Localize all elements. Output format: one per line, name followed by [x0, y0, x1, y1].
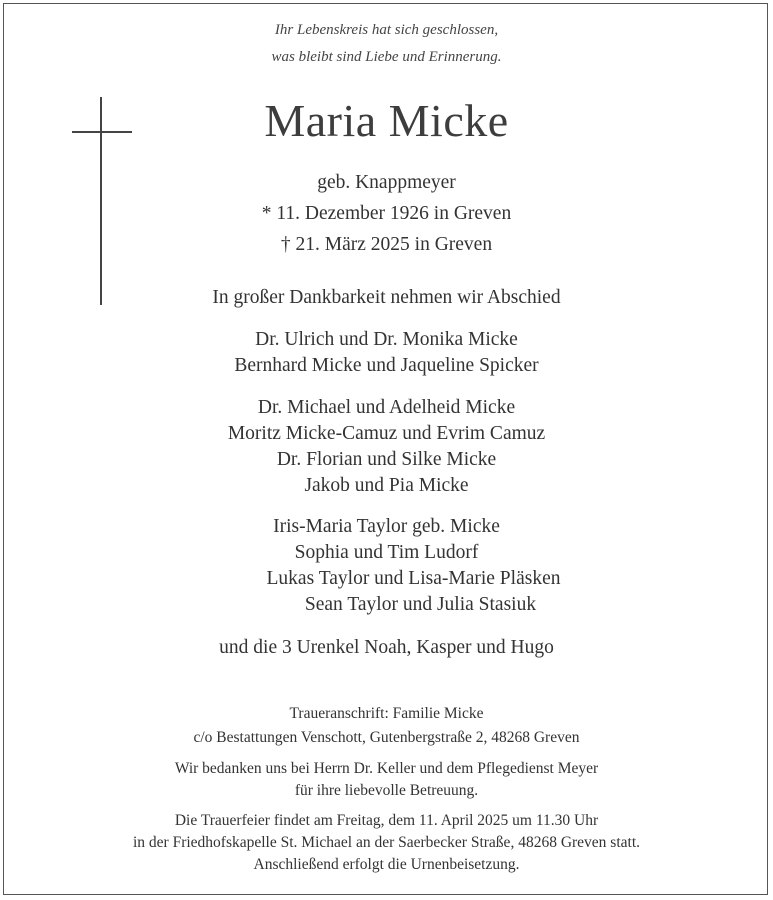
family-member: Iris-Maria Taylor geb. Micke	[273, 516, 500, 537]
family-member: Dr. Ulrich und Dr. Monika Micke	[255, 329, 518, 350]
verse-line-1: Ihr Lebenskreis hat sich geschlossen,	[274, 22, 499, 38]
thanks-line: für ihre liebevolle Betreuung.	[294, 782, 479, 799]
family-member: Sophia und Tim Ludorf	[294, 542, 479, 563]
verse-line-2: was bleibt sind Liebe und Erinnerung.	[271, 49, 502, 65]
farewell-line: In großer Dankbarkeit nehmen wir Abschied	[212, 287, 561, 308]
family-member: Jakob und Pia Micke	[304, 475, 469, 496]
maiden-name: geb. Knappmeyer	[317, 172, 456, 193]
address-line: c/o Bestattungen Venschott, Gutenbergstraße 2, 48268 Greven	[193, 729, 580, 746]
ceremony-line: in der Friedhofskapelle St. Michael an der Saerbecker Straße, 48268 Greven statt.	[132, 834, 641, 851]
thanks-line: Wir bedanken uns bei Herrn Dr. Keller und dem Pflegedienst Meyer	[174, 760, 599, 777]
family-member: Moritz Micke-Camuz und Evrim Camuz	[227, 423, 546, 444]
family-member: Dr. Michael und Adelheid Micke	[257, 397, 516, 418]
family-member: Sean Taylor und Julia Stasiuk	[304, 594, 537, 615]
family-member: Bernhard Micke und Jaqueline Spicker	[234, 355, 539, 376]
great-grandchildren-line: und die 3 Urenkel Noah, Kasper und Hugo	[219, 637, 554, 658]
family-member: Lukas Taylor und Lisa-Marie Pläsken	[266, 568, 561, 589]
ceremony-line: Anschließend erfolgt die Urnenbeisetzung.	[253, 856, 520, 873]
birth-date: * 11. Dezember 1926 in Greven	[261, 203, 512, 224]
address-line: Traueranschrift: Familie Micke	[289, 705, 484, 722]
death-date: † 21. März 2025 in Greven	[280, 234, 493, 255]
deceased-name: Maria Micke	[264, 95, 509, 146]
family-member: Dr. Florian und Silke Micke	[276, 449, 497, 470]
ceremony-line: Die Trauerfeier findet am Freitag, dem 11. April 2025 um 11.30 Uhr	[174, 812, 599, 829]
